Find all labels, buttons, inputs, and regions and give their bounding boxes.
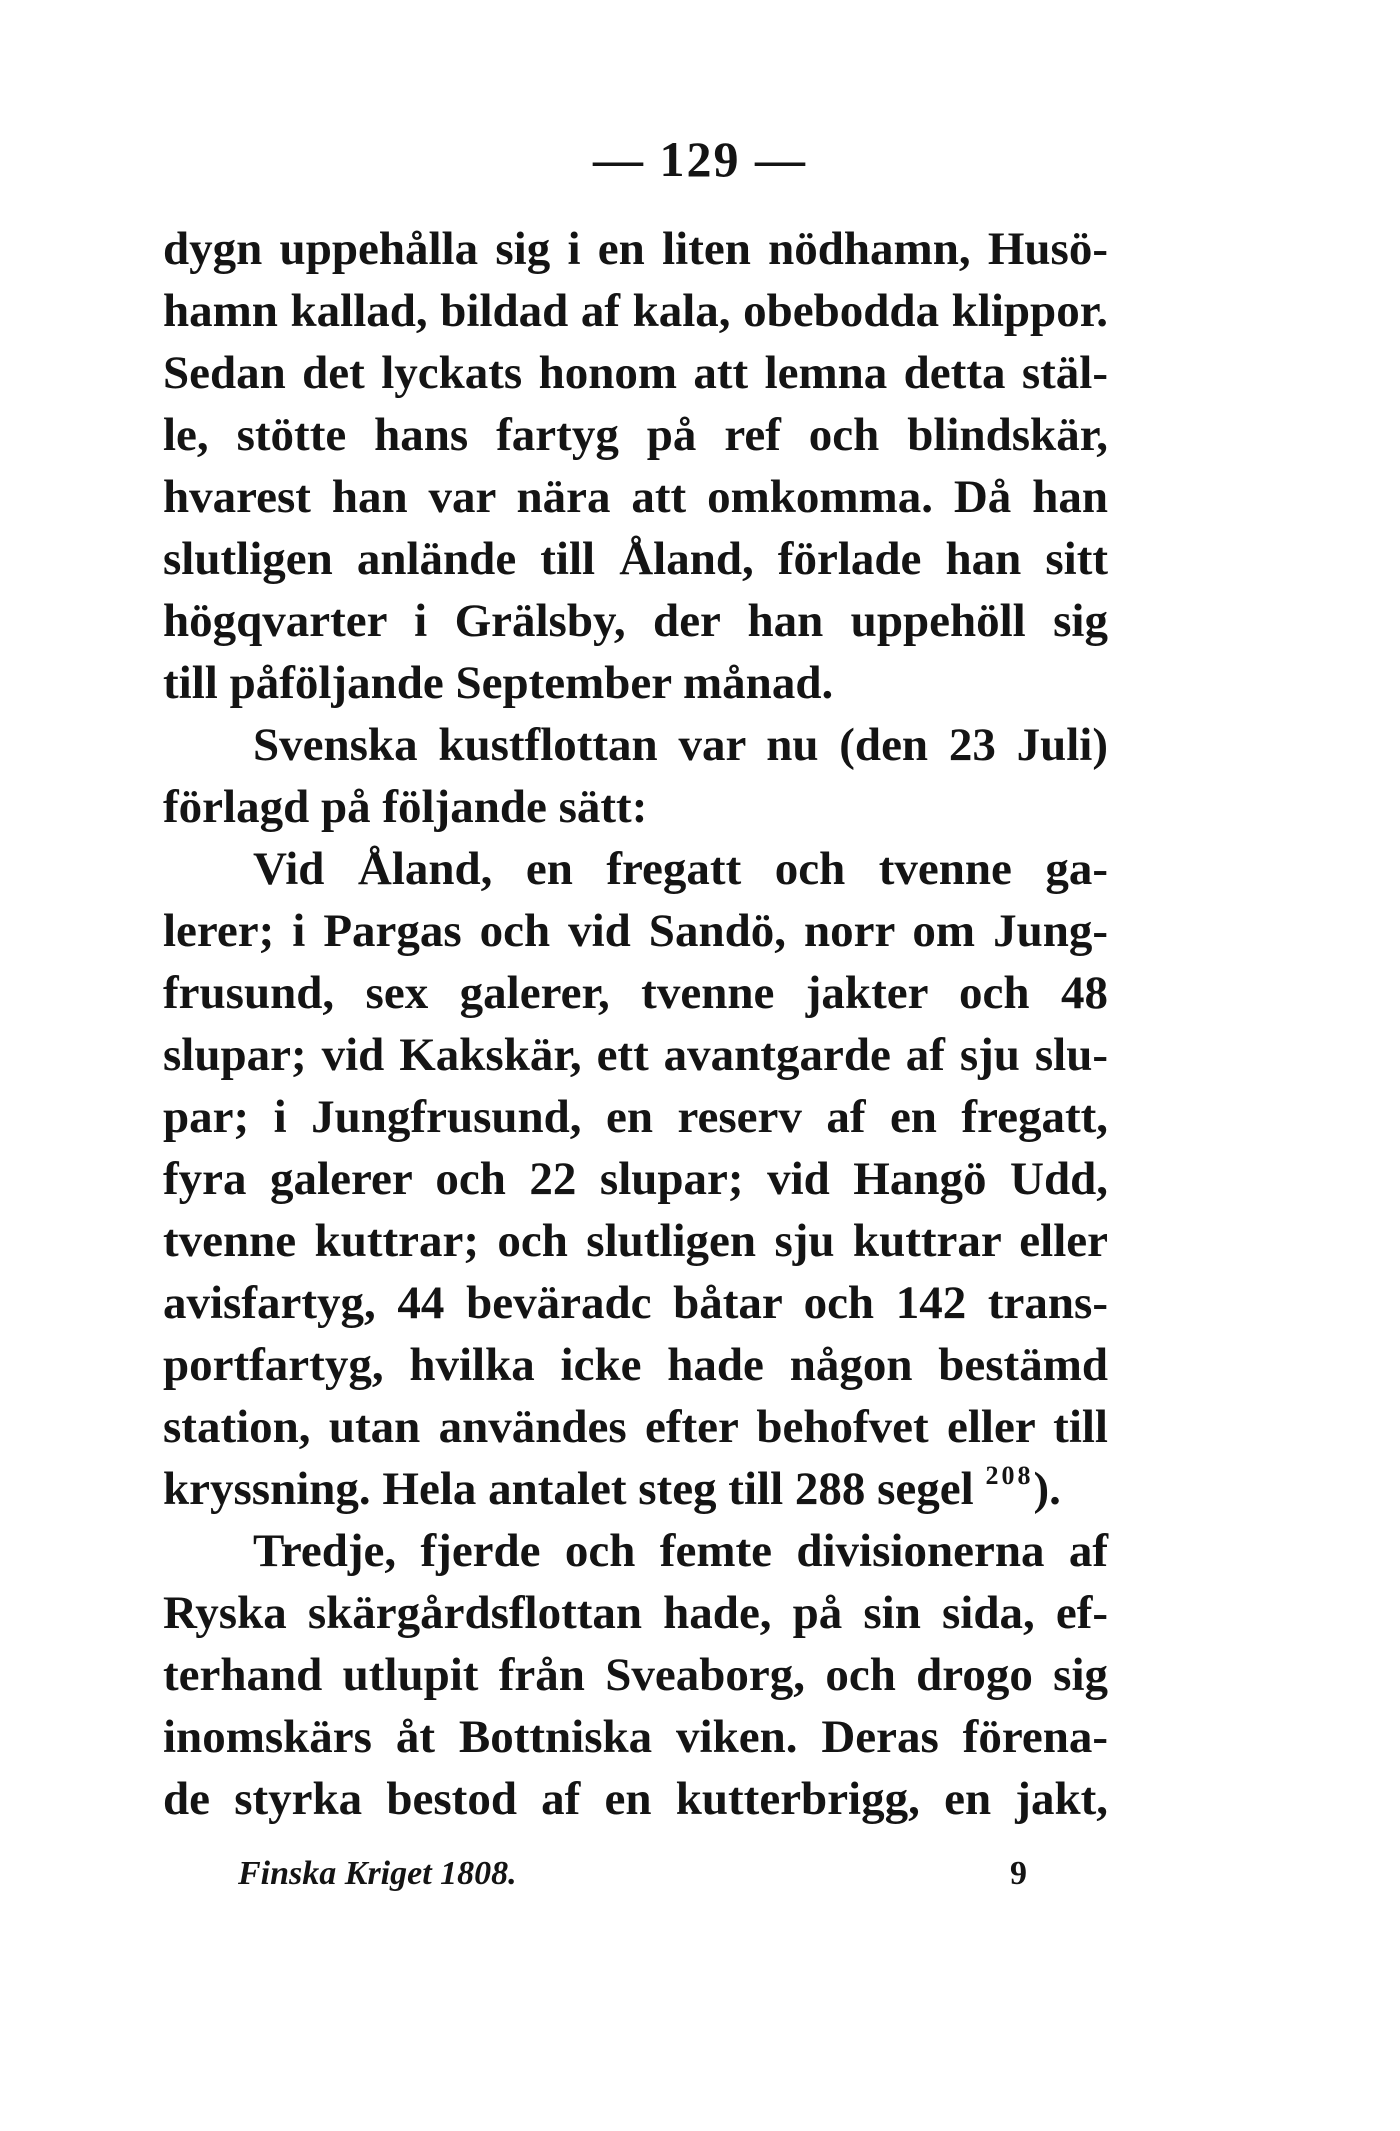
text-line: lerer; i Pargas och vid Sandö, norr om Jung- (163, 905, 1108, 957)
text-line: till påföljande September månad. (163, 657, 834, 709)
text-line: avisfartyg, 44 beväradc båtar och 142 trans- (163, 1277, 1108, 1329)
footnote-punctuation: ). (1033, 1463, 1061, 1515)
text-line: portfartyg, hvilka icke hade någon bestämd (163, 1339, 1108, 1391)
page-footer (0, 1855, 1400, 1905)
text-line: terhand utlupit från Sveaborg, och drogo sig (163, 1649, 1108, 1701)
text-line: dygn uppehålla sig i en liten nödhamn, Husö- (163, 223, 1108, 275)
page-number: — 129 — (593, 131, 807, 187)
text-line: förlagd på följande sätt: (163, 781, 648, 833)
text-line: station, utan användes efter behofvet eller till (163, 1401, 1108, 1453)
body-text (163, 218, 1108, 1830)
text-line: le, stötte hans fartyg på ref och blindskär, (163, 409, 1108, 461)
text-line: Tredje, fjerde och femte divisionerna af (253, 1525, 1108, 1577)
footnote-reference: 208 (985, 1461, 1034, 1490)
text-line: Sedan det lyckats honom att lemna detta stäl- (163, 347, 1108, 399)
text-line: hvarest han var nära att omkomma. Då han (163, 471, 1108, 523)
text-line-content: kryssning. Hela antalet steg till 288 segel (163, 1463, 974, 1515)
text-line (163, 1458, 1108, 1520)
text-line: frusund, sex galerer, tvenne jakter och 48 (163, 967, 1108, 1019)
text-line: inomskärs åt Bottniska viken. Deras förena- (163, 1711, 1108, 1763)
signature-title: Finska Kriget 1808. (238, 1855, 517, 1892)
text-line: Vid Åland, en fregatt och tvenne ga- (253, 843, 1108, 895)
text-line: slutligen anlände till Åland, förlade han sitt (163, 533, 1108, 585)
signature-mark: 9 (1010, 1855, 1027, 1892)
text-line: slupar; vid Kakskär, ett avantgarde af sju slu- (163, 1029, 1108, 1081)
text-line: de styrka bestod af en kutterbrigg, en jakt, (163, 1773, 1108, 1825)
text-line: fyra galerer och 22 slupar; vid Hangö Udd, (163, 1153, 1108, 1205)
text-line: par; i Jungfrusund, en reserv af en fregatt, (163, 1091, 1108, 1143)
text-line: tvenne kuttrar; och slutligen sju kuttrar eller (163, 1215, 1108, 1267)
text-line: högqvarter i Grälsby, der han uppehöll sig (163, 595, 1108, 647)
text-line: hamn kallad, bildad af kala, obebodda klippor. (163, 285, 1108, 337)
text-line: Ryska skärgårdsflottan hade, på sin sida, ef- (163, 1587, 1108, 1639)
text-line: Svenska kustflottan var nu (den 23 Juli) (253, 719, 1108, 771)
